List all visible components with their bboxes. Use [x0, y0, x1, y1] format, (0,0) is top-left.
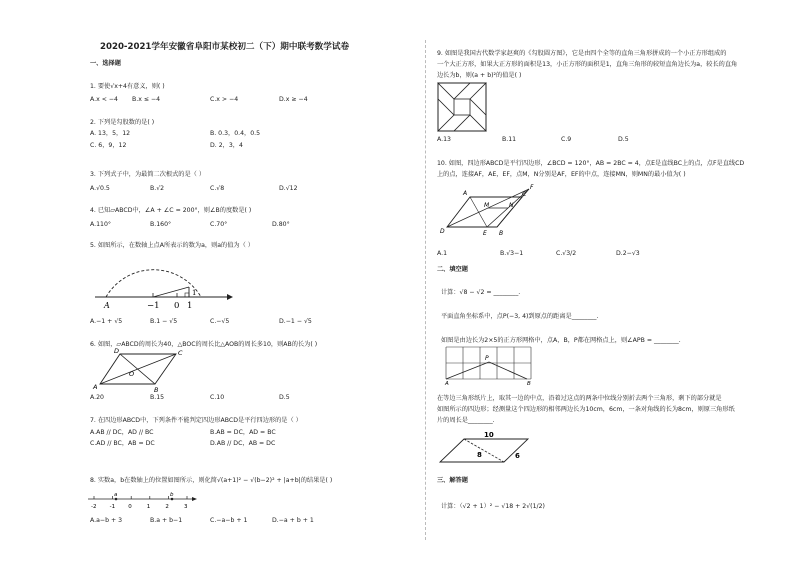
q9-stem-line1: 9. 如图是我国古代数学家赵爽的《勾股圆方图》，它是由四个全等的直角三角形拼成的一个小正方形组成的	[437, 50, 727, 57]
q1-option-c: C.x > −4	[210, 96, 239, 103]
q5-label-a: A	[104, 301, 110, 310]
q6-diagonal-bd	[120, 354, 155, 384]
q8-number-line-figure	[88, 489, 198, 513]
q6-stem: 6. 如图，▱ABCD的周长为40，△BOC的周长比△AOB的周长多10，则AB的长为( )	[90, 341, 318, 348]
f13-segment-pa	[446, 362, 489, 379]
q7-option-d: D.AB // DC，AB = DC	[210, 440, 276, 447]
q4-option-a: A.110°	[90, 221, 111, 228]
f14-label-10: 10	[484, 431, 494, 439]
f13-label-a: A	[445, 381, 449, 387]
exam-title: 2020-2021学年安徽省阜阳市某校初二（下）期中联考数学试卷	[100, 42, 350, 52]
q10-label-e: E	[483, 230, 487, 237]
q7-option-a: A.AB // DC，AD // BC	[90, 429, 154, 436]
f12-stem: 平面直角坐标系中，点P(−3, 4)到原点的距离是________.	[441, 313, 599, 320]
q10-label-f: F	[530, 184, 534, 191]
q8-option-c: C.−a−b + 1	[210, 517, 248, 524]
f13-grid-figure	[445, 345, 545, 387]
f14-stem-line1: 在等边三角形纸片上，取其一边的中点，沿着过这点的两条中位线分别折去两个三角形，剩下的部分就是	[437, 395, 722, 402]
q6-option-c: C.10	[210, 394, 225, 401]
q8-tick-label: 3	[184, 504, 188, 510]
q9-zhaoshuang-figure	[437, 82, 487, 132]
q7-stem: 7. 在四边形ABCD中，下列条件不能判定四边形ABCD是平行四边形的是（ ）	[90, 417, 302, 424]
q10-stem-line2: 上的点，连接AF，AE，EF，点M，N分别是AF，EF的中点，连接MN，则MN的最小值为( )	[437, 171, 686, 178]
q3-option-d: D.√12	[279, 185, 298, 192]
q8-option-d: D.−a + b + 1	[272, 517, 314, 524]
q10-figure	[437, 183, 537, 241]
q10-option-b: B.√3−1	[500, 250, 524, 257]
f14-trapezoid-figure	[437, 428, 537, 468]
q3-option-a: A.√0.5	[90, 185, 110, 192]
q2-option-d: D. 2，3，4	[210, 142, 243, 149]
f14-stem-line3: 片的周长是________.	[437, 417, 495, 424]
q5-stem: 5. 如图所示，在数轴上点A所表示的数为a，则a的值为（ ）	[90, 242, 254, 249]
q6-label-a: A	[93, 383, 98, 391]
q9-stem-line2: 一个大正方形，如果大正方形的面积是13，小正方形的面积是1，直角三角形的较短直角边长为a，较长的直角	[437, 61, 738, 68]
q1-option-b: B.x ≤ −4	[132, 96, 161, 103]
q8-tick-label: -2	[91, 504, 97, 510]
f13-label-b: B	[527, 381, 531, 387]
f13-label-p: P	[485, 355, 489, 362]
q5-label-neg1: −1	[147, 301, 160, 311]
q4-option-c: C.70°	[210, 221, 228, 228]
q2-stem: 2. 下列是勾股数的是( )	[90, 119, 155, 126]
q5-number-line-figure	[95, 255, 235, 317]
q9-stem-line3: 边长为b，则(a + b)²的值是( )	[437, 72, 522, 79]
q9-option-a: A.13	[437, 136, 451, 143]
q8-axis-arrow	[192, 497, 197, 501]
q3-stem: 3. 下列式子中，为最简二次根式的是（ ）	[90, 171, 206, 178]
q5-option-c: C.−√5	[210, 318, 230, 325]
q6-option-d: D.5	[279, 394, 290, 401]
column-divider	[425, 40, 426, 540]
q10-label-m: M	[484, 202, 490, 209]
q2-option-c: C. 6，9，12	[90, 142, 127, 149]
q10-label-c: C	[522, 191, 527, 198]
q10-option-a: A.1	[437, 250, 448, 257]
q8-label-b: b	[170, 492, 174, 498]
q7-option-b: B.AB = DC，AD = BC	[210, 429, 276, 436]
q9-option-d: D.5	[618, 136, 629, 143]
q6-label-o: O	[129, 370, 135, 378]
q2-option-a: A. 13，5，12	[90, 130, 131, 137]
q5-label-leg-1: 1	[192, 289, 197, 297]
q4-option-b: B.160°	[150, 221, 172, 228]
q6-parallelogram-figure	[92, 348, 182, 393]
q8-tick-label: -1	[109, 504, 116, 510]
q10-option-d: D.2−√3	[616, 250, 640, 257]
q8-stem: 8. 实数a，b在数轴上的位置如图所示，则化简√(a+1)² − √(b−2)² + |a+b|的结果是( )	[90, 477, 333, 484]
q10-label-d: D	[440, 228, 445, 235]
q10-label-a: A	[463, 190, 468, 197]
q10-label-n: N	[509, 202, 514, 209]
q6-label-c: C	[178, 349, 183, 357]
q8-option-a: A.a−b + 3	[90, 517, 123, 524]
section-fill-heading: 二、填空题	[437, 266, 468, 273]
q5-label-1: 1	[187, 301, 193, 311]
q6-label-d: D	[114, 347, 120, 355]
q6-label-b: B	[154, 386, 159, 394]
q10-option-c: C.√3/2	[556, 250, 577, 257]
f13-stem: 如图是由边长为2×5的正方形网格中，点A，B，P都在网格点上，则∠APB = ________.	[441, 337, 681, 344]
f14-label-8: 8	[477, 451, 482, 459]
f11-stem: 计算：√8 − √2 = ________.	[441, 289, 521, 296]
q5-option-a: A.−1 + √5	[90, 318, 123, 325]
s17-stem: 计算：（√2 + 1）² − √18 + 2√(1/2)	[441, 503, 545, 510]
q3-option-c: C.√8	[210, 185, 225, 192]
q6-option-b: B.15	[150, 394, 165, 401]
q10-label-b: B	[499, 230, 504, 237]
q8-tick-label: 0	[128, 504, 132, 510]
f13-segment-pb	[489, 362, 527, 379]
f14-diagonal	[464, 439, 504, 462]
q5-option-b: B.1 − √5	[150, 318, 178, 325]
q5-axis-arrow	[227, 294, 233, 300]
q8-label-a: a	[114, 492, 118, 498]
q2-option-b: B. 0.3，0.4，0.5	[210, 130, 261, 137]
f14-label-6: 6	[515, 452, 520, 460]
q5-label-0: 0	[174, 301, 180, 311]
q4-option-d: D.80°	[272, 221, 290, 228]
q10-stem-line1: 10. 如图，四边形ABCD是平行四边形，∠BCD = 120°，AB = 2BC = 4，点E是直线BC上的点，点F是直线CD	[437, 160, 745, 167]
q1-stem: 1. 要使√x+4有意义，则( )	[90, 83, 165, 90]
q1-option-d: D.x ≥ −4	[279, 96, 308, 103]
q8-tick-label: 2	[165, 504, 169, 510]
q8-option-b: B.a + b−1	[150, 517, 183, 524]
q7-option-c: C.AD // BC，AB = DC	[90, 440, 155, 447]
q8-tick-label: 1	[146, 504, 151, 510]
q3-option-b: B.√2	[150, 185, 165, 192]
section-choice-heading: 一、选择题	[90, 60, 121, 67]
q5-option-d: D.−1 − √5	[279, 318, 312, 325]
q4-stem: 4. 已知▱ABCD中，∠A + ∠C = 200°，则∠B的度数是( )	[90, 207, 252, 214]
section-answer-heading: 三、解答题	[437, 477, 468, 484]
q9-option-b: B.11	[502, 136, 517, 143]
q6-option-a: A.20	[90, 394, 104, 401]
q5-triangle-hypotenuse	[153, 287, 189, 297]
q9-option-c: C.9	[561, 136, 572, 143]
f14-stem-line2: 如图所示的四边形；经测量这个四边形的相邻两边长为10cm，6cm，一条对角线的长为8cm，则原三角形纸	[437, 406, 735, 413]
q1-option-a: A.x < −4	[90, 96, 118, 103]
